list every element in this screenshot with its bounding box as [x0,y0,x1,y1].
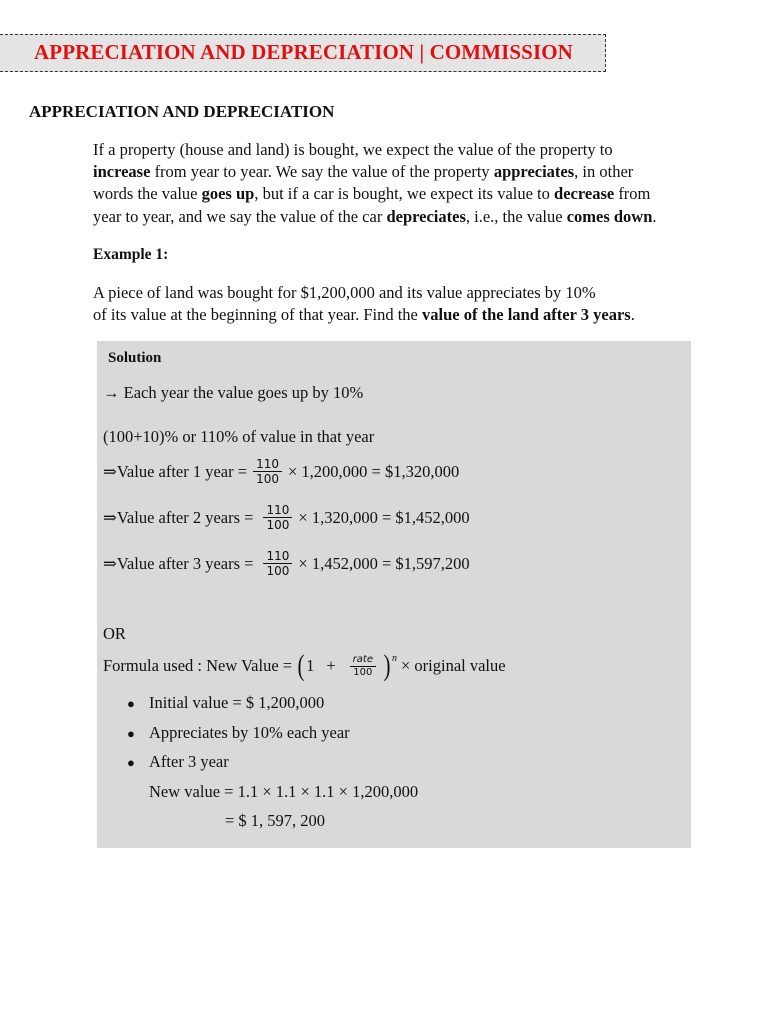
solution-label: Solution [108,350,162,366]
section-heading: APPRECIATION AND DEPRECIATION [29,102,335,121]
title-banner [0,34,606,72]
fraction: $\frac{110}{100}$ [253,457,282,486]
intro-line-1: If a property (house and land) is bought, we expect the value of the property to [93,140,613,159]
solution-box [97,341,691,848]
bullet-initial-value: ● Initial value = $ 1,200,000 [127,693,325,712]
value-after-1-year: ⇒Value after 1 year = $\frac{110}{100}$ × 1,200,000 = $1,320,000 [103,457,460,486]
intro-line-4: year to year, and we say the value of the car depreciates, i.e., the value comes down. [93,206,657,226]
rate-fraction: $\frac{\text{rate}}{100}$ [350,654,376,679]
bullet-appreciation-rate: ● Appreciates by 10% each year [127,723,350,742]
intro-line-3: words the value goes up, but if a car is bought, we expect its value to decrease from [93,184,651,204]
example-label: Example 1: [93,246,169,263]
solution-step-1: (100+10)% or 110% of value in that year [103,427,375,446]
bullet-duration: ● After 3 year [127,752,229,771]
value-after-2-years: ⇒Value after 2 years = $\frac{110}{100}$ × 1,320,000 = $1,452,000 [103,503,470,532]
intro-line-2: increase from year to year. We say the value of the property appreciates, in other [93,162,634,182]
problem-line-2: of its value at the beginning of that year. Find the value of the land after 3 years. [93,305,635,325]
formula-line: Formula used : New Value = ( 1 + $\frac{\text{rate}}{100}$ ) n × original value [103,649,506,682]
problem-statement [93,282,733,326]
bullet-icon: ● [127,696,135,711]
value-after-3-years: ⇒Value after 3 years = $\frac{110}{100}$ × 1,452,000 = $1,597,200 [103,549,470,578]
or-label: OR [103,624,126,643]
new-value-calculation: New value = 1.1 × 1.1 × 1.1 × 1,200,000 [149,782,419,801]
new-value-result: = $ 1, 597, 200 [225,811,326,830]
fraction: $\frac{110}{100}$ [263,503,292,532]
problem-line-1: A piece of land was bought for $1,200,000 and its value appreciates by 10% [93,283,596,302]
bullet-icon: ● [127,755,135,770]
fraction: $\frac{110}{100}$ [263,549,292,578]
page-title: APPRECIATION AND DEPRECIATION | COMMISSION [34,40,573,64]
solution-step-0: → Each year the value goes up by 10% [103,383,364,402]
intro-paragraph [93,139,733,228]
bullet-icon: ● [127,726,135,741]
